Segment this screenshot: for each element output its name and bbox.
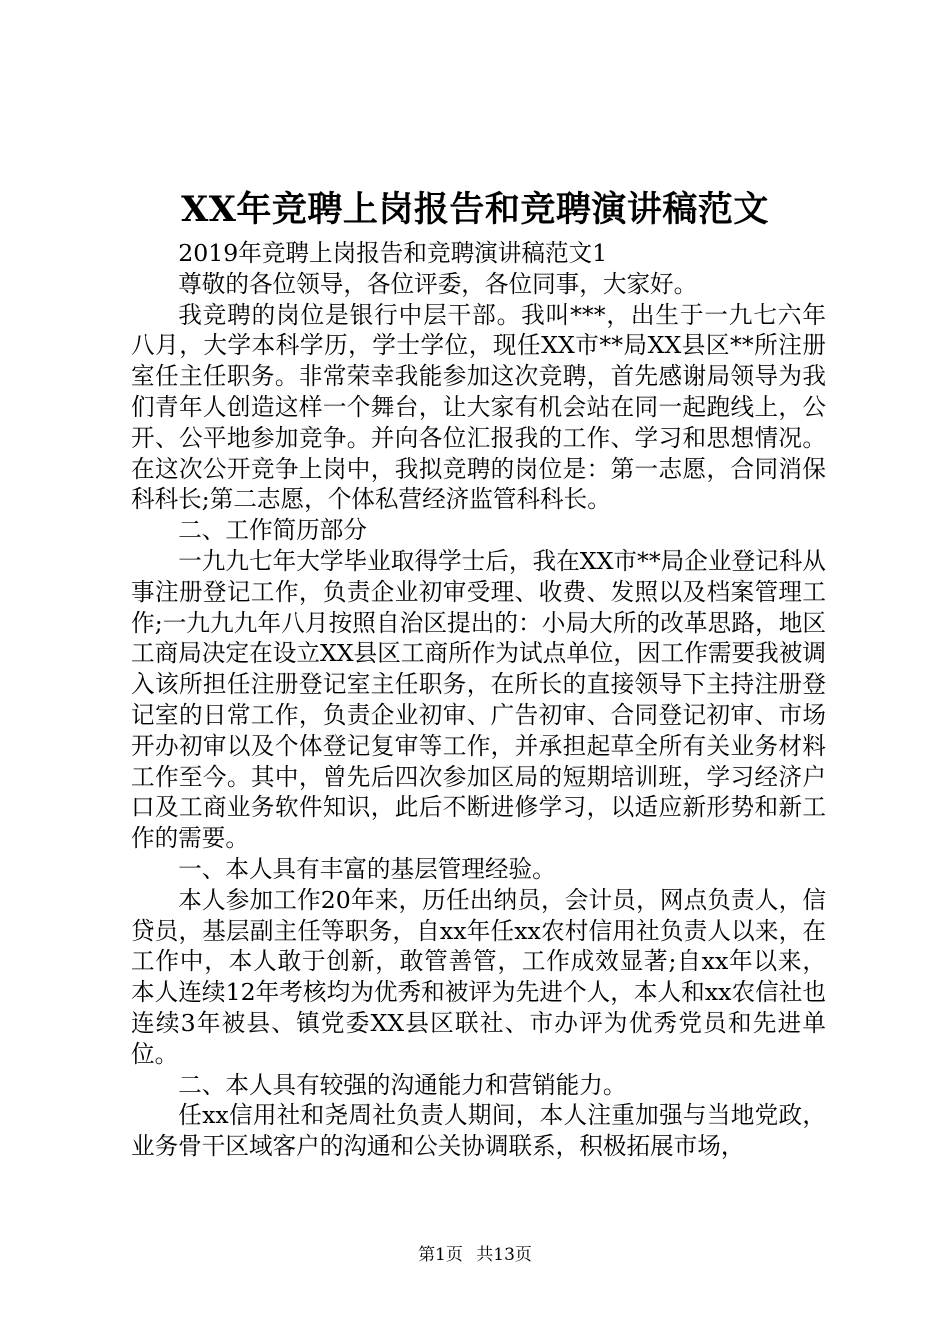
paragraph-subtitle: 2019年竞聘上岗报告和竞聘演讲稿范文1 [178,239,608,267]
paragraph-introduction: 我竞聘的岗位是银行中层干部。我叫***，出生于一九七六年八月，大学本科学历，学士学位，现任XX市**局XX县区**所注册室任主任职务。非常荣幸我能参加这次竞聘，首先感谢局领导为我们青年人创造这样一个舞台，让大家有机会站在同一起跑线上，公开、公平地参加竞争。并向各位汇报我的工作、学习和思想情况。在这次公开竞争上岗中，我拟竞聘的岗位是：第一志愿，合同消保科科长;第二志愿，个体私营经济监管科科长。 [131,300,826,514]
page-number: 第1页 [418,1245,463,1265]
page-footer [0,1243,950,1267]
section-heading-communication-ability: 二、本人具有较强的沟通能力和营销能力。 [178,1070,627,1099]
document-body [131,238,826,1162]
section-heading-management-experience: 一、本人具有丰富的基层管理经验。 [178,854,556,883]
paragraph-greeting: 尊敬的各位领导，各位评委，各位同事，大家好。 [178,269,698,298]
paragraph-management-experience: 本人参加工作20年来，历任出纳员，会计员，网点负责人，信贷员，基层副主任等职务，自xx年任xx农村信用社负责人以来，在工作中，本人敢于创新，敢管善管，工作成效显著;自xx年以来，本人连续12年考核均为优秀和被评为先进个人，本人和xx农信社也连续3年被县、镇党委XX县区联社、市办评为优秀党员和先进单位。 [131,885,826,1068]
document-title: XX年竞聘上岗报告和竞聘演讲稿范文 [181,189,769,230]
section-heading-work-history: 二、工作简历部分 [178,516,367,545]
paragraph-work-history: 一九九七年大学毕业取得学士后，我在XX市**局企业登记科从事注册登记工作，负责企业初审受理、收费、发照以及档案管理工作;一九九九年八月按照自治区提出的：小局大所的改革思路，地区工商局决定在设立XX县区工商所作为试点单位，因工作需要我被调入该所担任注册登记室主任职务，在所长的直接领导下主持注册登记室的日常工作，负责企业初审、广告初审、合同登记初审、市场开办初审以及个体登记复审等工作，并承担起草全所有关业务材料工作至今。其中，曾先后四次参加区局的短期培训班，学习经济户口及工商业务软件知识，此后不断进修学习，以适应新形势和新工作的需要。 [131,546,826,853]
total-pages: 共13页 [476,1245,532,1265]
paragraph-communication-ability: 任xx信用社和尧周社负责人期间，本人注重加强与当地党政，业务骨干区域客户的沟通和公关协调联系，积极拓展市场， [131,1101,826,1161]
